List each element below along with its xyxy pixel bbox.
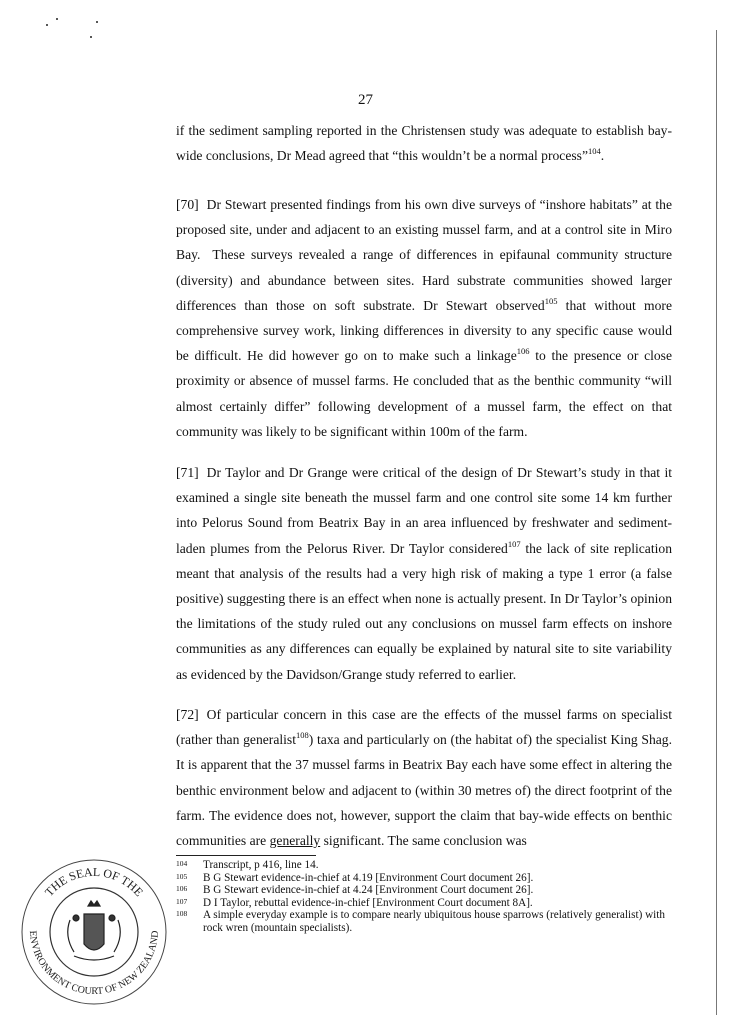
paragraph-text: Dr Taylor and Dr Grange were critical of the design of Dr Stewart’s study in that it examined a single site beneath the mussel farm and one control site some 14 km further into Pelorus Sound from Beatrix Bay in an area influenced by freshwater and sediment-laden plumes from the Pelorus River. Dr Taylor considered	[176, 465, 672, 556]
paragraph-text: significant. The same conclusion was	[320, 833, 527, 849]
paragraph-70	[176, 192, 672, 444]
footnote-number: 105	[176, 871, 188, 881]
scan-speck	[46, 24, 48, 26]
paragraph-text: that without more comprehensive survey work, linking differences in diversity to any specific cause would be difficult. He did however go on to make such a linkage	[176, 297, 672, 364]
footnote-number: 106	[176, 884, 188, 894]
seal-bottom-text: ENVIRONMENT COURT OF NEW ZEALAND	[26, 930, 162, 998]
footnote-number: 104	[176, 859, 188, 868]
footnote	[176, 897, 672, 910]
footnote-ref[interactable]: 105	[544, 295, 558, 306]
footnote-ref[interactable]: 107	[507, 538, 521, 549]
footnote-text: B G Stewart evidence-in-chief at 4.24 [Environment Court document 26].	[203, 884, 534, 897]
paragraph-text: the lack of site replication meant that analysis of the results had a very high risk of making a type 1 error (a false positive) suggesting there is an effect when none is actually present. In Dr Taylor’s opinion the limitations of the study ruled out any conclusions on mussel farm effects on inshore communities as any differences can equally be explained by natural site to site variability as evidenced by the Davidson/Grange study referred to earlier.	[176, 540, 672, 682]
paragraph-text: Of particular concern in this case are the effects of the mussel farms on specialist (rather than generalist	[176, 707, 672, 748]
page-number: 27	[358, 92, 373, 108]
paragraph-72	[176, 702, 672, 853]
paragraph-text: if the sediment sampling reported in the Christensen study was adequate to establish bay-wide conclusions, Dr Mead agreed that “this wouldn’t be a normal process”	[176, 123, 672, 164]
footnote-number: 108	[176, 909, 188, 919]
body-text	[176, 460, 672, 712]
paragraph-text: .	[600, 148, 605, 164]
underlined-word: generally	[269, 833, 321, 849]
paragraph-text: Dr Stewart presented findings from his own dive surveys of “inshore habitats” at the proposed site, under and adjacent to an existing mussel farm, and at a control site in Miro Bay. These surveys revealed a range of differences in epifaunal community structure (diversity) and abundance between sites. Hard substrate communities showed larger differences than those on soft substrate. Dr Stewart observed	[176, 197, 672, 313]
scan-speck	[96, 21, 98, 23]
page-edge-line	[716, 30, 717, 1015]
scan-speck	[56, 18, 58, 20]
paragraph-number: [70]	[176, 197, 199, 212]
body-text	[176, 702, 672, 878]
footnote-ref[interactable]: 108	[295, 730, 309, 741]
footnotes	[176, 859, 672, 935]
paragraph-number: [71]	[176, 465, 199, 480]
footnote-divider	[176, 855, 316, 856]
scan-speck	[90, 36, 92, 38]
footnote	[176, 859, 672, 872]
paragraph-continuation	[176, 118, 672, 168]
footnote-text: A simple everyday example is to compare nearly ubiquitous house sparrows (relatively generalist) with rock wren (mountain specialists).	[203, 909, 665, 934]
body-text	[176, 118, 672, 194]
footnote-text: B G Stewart evidence-in-chief at 4.19 [Environment Court document 26].	[203, 871, 534, 884]
seal-top-text: THE SEAL OF THE	[41, 864, 147, 900]
paragraph-text: to the presence or close proximity or absence of mussel farms. He concluded that as the benthic community “will almost certainly differ” following development of a mussel farm, the effect on that community was likely to be significant within 100m of the farm.	[176, 348, 672, 439]
footnote-text: Transcript, p 416, line 14.	[203, 859, 319, 871]
paragraph-number: [72]	[176, 707, 199, 722]
footnote-number: 107	[176, 896, 188, 906]
footnote	[176, 909, 672, 934]
footnote-text: D I Taylor, rebuttal evidence-in-chief [Environment Court document 8A].	[203, 896, 533, 909]
body-text	[176, 192, 672, 469]
footnote-ref[interactable]: 106	[516, 346, 530, 357]
footnote-ref[interactable]: 104	[587, 146, 601, 157]
coat-of-arms-icon	[68, 901, 121, 960]
paragraph-text: ) taxa and particularly on (the habitat of) the specialist King Shag. It is apparent that the 37 mussel farms in Beatrix Bay each have some effect in altering the benthic environment below and adjacent to (within 30 metres of) the direct footprint of the farm. The evidence does not, however, support the claim that bay-wide effects on benthic communities are	[176, 732, 672, 849]
paragraph-71	[176, 460, 672, 687]
court-seal	[18, 852, 168, 1007]
footnote	[176, 884, 672, 897]
footnote	[176, 872, 672, 885]
